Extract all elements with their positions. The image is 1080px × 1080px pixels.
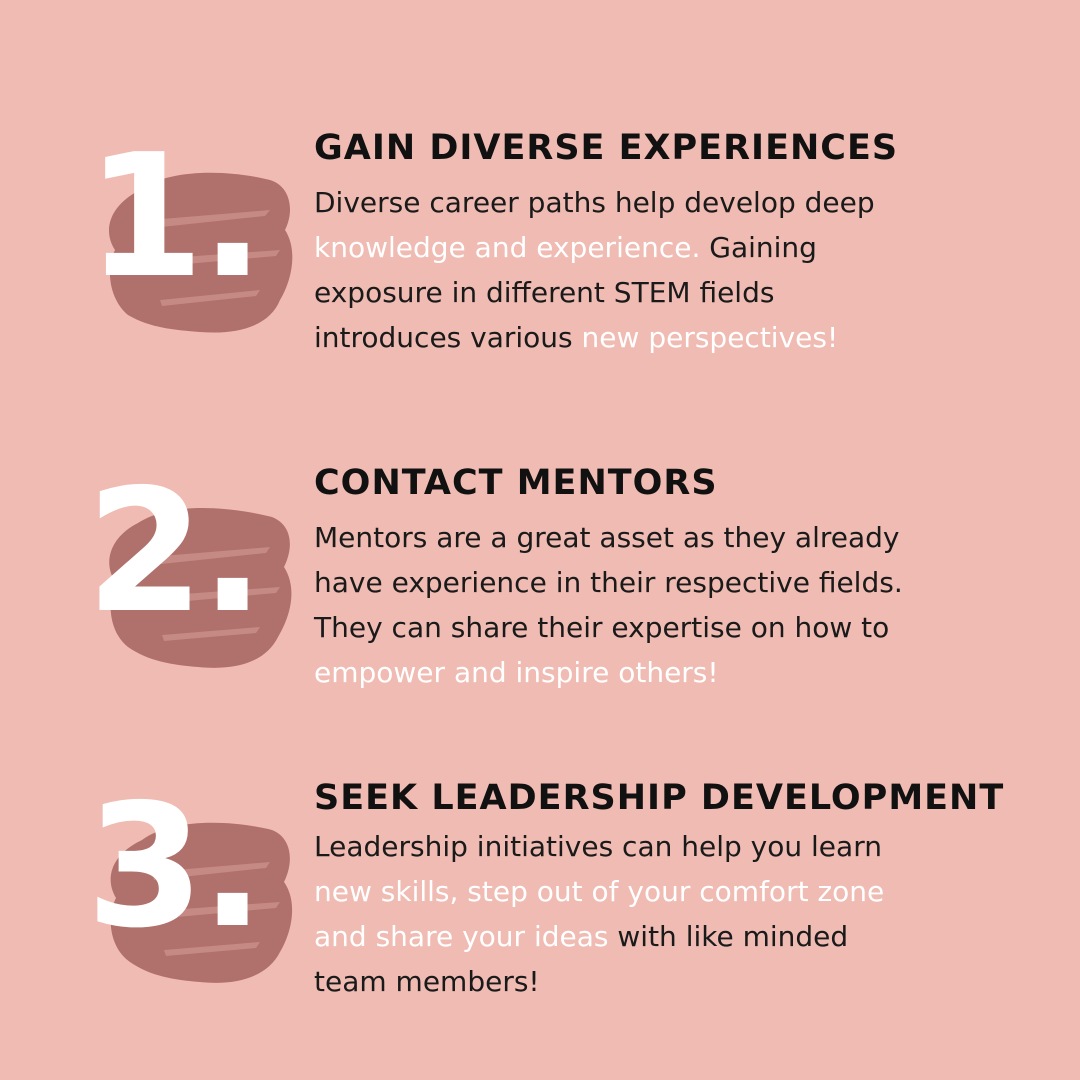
step-number-1 <box>80 118 300 370</box>
step-number-2 <box>80 453 300 705</box>
step-numeral: 1. <box>86 118 261 316</box>
step-heading: GAIN DIVERSE EXPERIENCES <box>314 128 899 168</box>
step-description: Mentors are a great asset as they already have experience in their respective fields. They can share their expertise on how to empower and inspire others! <box>314 521 903 689</box>
step-description: Diverse career paths help develop deep knowledge and experience. Gaining exposure in different STEM fields introduces various new perspectives! <box>314 186 875 354</box>
step-numeral: 3. <box>86 768 261 966</box>
step-numeral: 2. <box>86 453 261 651</box>
step-description: Leadership initiatives can help you learn new skills, step out of your comfort zone and share your ideas with like minded team members! <box>314 830 885 998</box>
step-heading: CONTACT MENTORS <box>314 463 718 503</box>
step-number-3 <box>80 768 300 1020</box>
step-heading: SEEK LEADERSHIP DEVELOPMENT <box>314 778 1005 818</box>
